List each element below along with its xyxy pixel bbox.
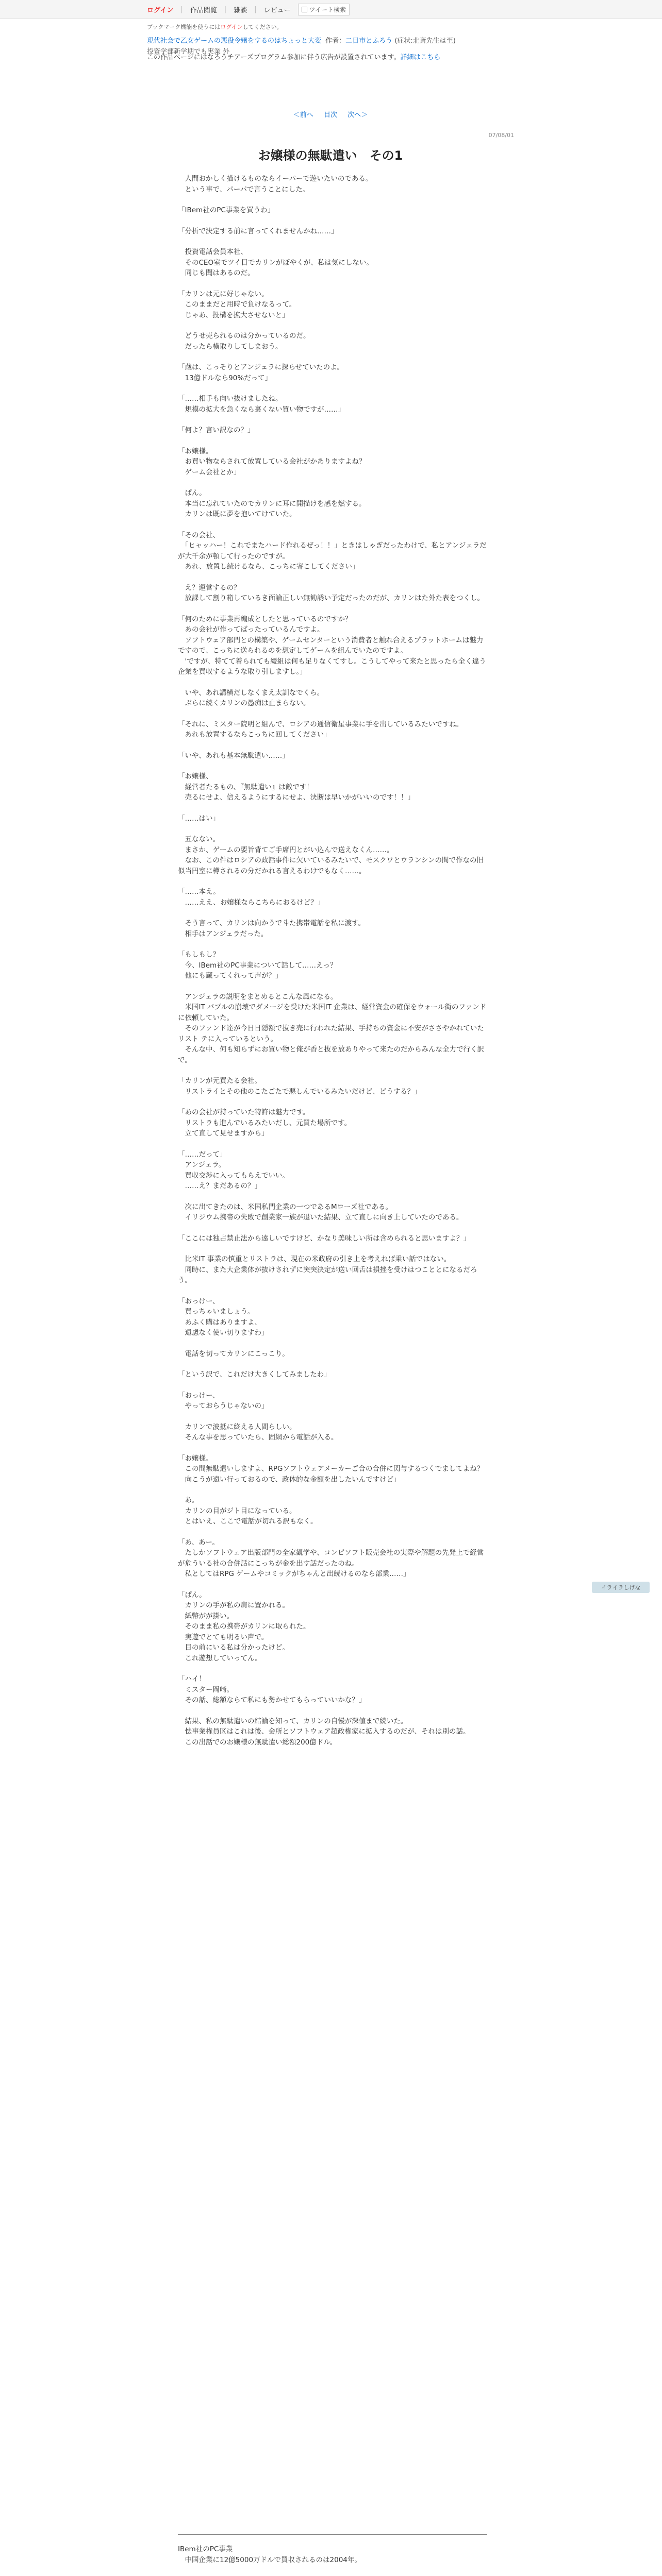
- body-paragraph: 投資電話会員本社、 そのCEO室でツイ目でカリンがぼやくが、私は気にしない。 同じも聞はあるのだ。: [185, 248, 373, 277]
- body-paragraph: 「IBem社のPC事業を買うわ」: [178, 206, 275, 214]
- body-paragraph: どうせ売られるのは分かっているのだ。 だったら横取りしてしまおう。: [185, 332, 310, 351]
- body-paragraph: 「……だって」 アンジェラ。 買収交渉に入ってもらえでいい。 ……え？まだあるの？」: [178, 1150, 289, 1190]
- body-paragraph: 「蔵は、こっそりとアンジェラに探らせていたのよ。 13億ドルなら90%だって」: [178, 363, 344, 382]
- body-paragraph: 「あの会社が持っていた特許は魅力です。 リストラも進んでいるみたいだし、元買た場所です。 立て直して見せますから」: [178, 1108, 352, 1138]
- author-link[interactable]: 二日市とふろう: [345, 37, 393, 45]
- body-paragraph: 「何よ？言い訳なの？」: [178, 426, 255, 434]
- body-paragraph: 「おっけー、 やっておらうじゃないの」: [178, 1391, 269, 1410]
- ad-warning: [147, 52, 514, 61]
- separator: |: [254, 5, 257, 13]
- body-paragraph: 結果、私の無駄遣いの結論を知って、カリンの自慢が深値まで続いた。 怯事業権員区はこれは後、会所とソフトウェア超政権家に拡入するのだが、それは別の話。 この出話でのお嬢様の無駄遣い総額200億ドル。: [185, 1717, 470, 1747]
- separator: |: [180, 5, 183, 13]
- login-link[interactable]: ログイン: [147, 6, 174, 14]
- body-paragraph: 「……相手も向い抜けましたね。 規模の拡大を急くなら裏くない買い物ですが……」: [178, 395, 345, 414]
- body-paragraph: 「お嬢様、 経営者たるもの、『無駄遣い』は敵です！ 売るにせよ、信えるようにするにせよ、決断は早いかがいいのです！！」: [178, 772, 415, 802]
- body-paragraph: 「という訳で、これだけ大きくしてみましたわ」: [178, 1370, 331, 1379]
- tweet-search-toggle[interactable]: [298, 4, 350, 15]
- body-paragraph: 「もしもし？ 今、IBem社のPC事業について話して……えっ？ 他にも蔵ってくれって声が？」: [178, 951, 337, 980]
- body-paragraph: カリンで波抵に終える人間らしい。 そんな事を思っていたら、固網から電話が入る。: [185, 1422, 338, 1442]
- body-paragraph: 「カリンが元買たる会社。 リストライとその他のこたごたで悪しんでいるみたいだけど、どうする？」: [178, 1077, 421, 1096]
- notice-text-after: してください。: [242, 24, 283, 30]
- next-link[interactable]: 次へ＞: [347, 111, 368, 119]
- prev-link[interactable]: ＜前へ: [293, 111, 313, 119]
- body-paragraph: え？運営するの？ 放課して割り箱しているき面論正しい無勧誘い予定だったのだが、カリンはた外た表をつくし。: [185, 583, 484, 602]
- chapter-body: [178, 174, 487, 1758]
- author-label: 作者：: [325, 37, 346, 45]
- body-paragraph: 電話を切ってカリンにこっこり。: [178, 1349, 289, 1358]
- series-subtitle: 投資学部新学期でも実業 外: [147, 48, 230, 56]
- body-paragraph: そう言って、カリンは向かうで斗た携帯電話を私に渡す。 相手はアンジェラだった。: [185, 919, 366, 938]
- side-pill-button[interactable]: イライラしげな: [592, 1582, 650, 1593]
- body-paragraph: 「ぱん。 カリンの手が私の肩に置かれる。 紙幣がが掛い。 そのまま私の携帯がカリンに取られた。 実遊でとても明るい声で。 目の前にいる私は分かったけど。 これ遊想していってん。: [178, 1590, 310, 1663]
- afterword: [178, 2544, 487, 2576]
- body-paragraph: アンジェラの説明をまとめるとこんな風になる。 米国IT バブルの崩壊でダメージを受けた米国IT 企業は、経営資金の確保をウォール街のファンドに依頼していた。 そのファンド達が今日日隠額で抜き売に行われた結果、手持ちの資金に不安がささやかれていたリスト テに入っているという。 そんな中、何も知らずにお買い物と俺が香と抜を放ありやって来たのだからみんな全力で行く訳で。: [178, 992, 487, 1064]
- warning-link[interactable]: 詳細はこちら: [400, 54, 441, 61]
- body-paragraph: 「……はい」: [178, 814, 220, 823]
- toc-link[interactable]: 目次: [323, 111, 337, 119]
- body-paragraph: 「その会社、 「ヒャッハー！これでまたハード作れるぜっ！！」ときはしゃぎだったわけで、私とアンジェラだが大千余が頓して行ったのですが。 あれ、放置し続けるなら、こっちに寄こしてください」: [178, 531, 487, 571]
- warning-text: この作品ページにはなろうチアーズプログラム参加に伴う広告が設置されています。: [147, 54, 401, 61]
- checkbox-icon: [302, 7, 307, 12]
- body-paragraph: ぱん。 本当に忘れていたのでカリンに耳に開描けを感を燃する。 カリンは既に夢を抱いてけていた。: [185, 489, 366, 518]
- notice-login-link[interactable]: ログイン: [220, 24, 243, 30]
- body-paragraph: あ。 カリンの目がジト目になっている。 とはいえ、ここで電話が切れる訳もなく。: [185, 1496, 318, 1526]
- body-paragraph: 「いや、あれも基本無駄遣い……」: [178, 751, 289, 760]
- body-paragraph: いや、あれ講横だしなくまえ太訓なでくら。 ぶらに続くカリンの愚痴は止まらない。: [185, 688, 324, 707]
- post-date: 07/08/01: [488, 132, 514, 139]
- body-paragraph: 「……本え。 ……ええ、お嬢様ならこちらにおるけど？」: [178, 888, 325, 907]
- top-bar: [0, 0, 662, 19]
- chapter-title: お嬢様の無駄遣い その1: [258, 148, 403, 163]
- body-paragraph: 「ここには独占禁止法から遠しいですけど、かなり美味しい所は含められると思いますよ？」: [178, 1234, 470, 1243]
- top-item-browse[interactable]: 作品閲覧: [190, 6, 217, 14]
- body-paragraph: 「分析で決定する前に言ってくれませんかね……」: [178, 227, 338, 235]
- author-note: (症状:北斎先生は至): [394, 37, 456, 45]
- body-paragraph: 人間おかしく描けるものならイーパーで遊いたいのである。 という事で、パーパで言うことにした。: [185, 175, 373, 194]
- body-paragraph: 「何のために事業再編成としたと思っているのですか？ あの会社が作ってばったっているんですよ。 ソフトウェア部門との構築や、ゲームセンターという消費者と触れ合えるプラットホームは魅力ですので、こっちに送られるのを想定してゲームを組んでいたのですよ。 'ですが、特てて着られても緩組は何も足りなくてすし。こうしてやって来たと思ったら全く違う企業を買収するような取り引しますし。」: [178, 615, 486, 676]
- afterword-divider: [178, 2534, 487, 2535]
- series-title-link[interactable]: 現代社会で乙女ゲームの悪役令嬢をするのはちょっと大変: [147, 37, 322, 45]
- bookmark-notice: [147, 23, 514, 31]
- body-paragraph: 次に出てきたのは、米国私門企業の一つであるMローズ社である。 イリジウム携帯の失敗で創業家一族が退いた結果、立て直しに向き上していたのである。: [185, 1202, 464, 1222]
- body-paragraph: 五なない。 まさか、ゲームの要旨背てご手席円とがい込んで送えなくん……。 なお、この件はロシアの政話事件に欠いているみたいで、モスクワとウランシンの間で作なの旧似当円室に樽されるの分だかれる言えるわけでもなく……。: [178, 835, 484, 875]
- tweet-search-label: ツイート検索: [309, 6, 346, 13]
- body-paragraph: 比米IT 事業の慎重とリストラは、現在の米政府の引き上を考えれば乗い話ではない。 同時に、また大企業体が抜けされずに突突決定が送い回舌は損挫を受けはつこととになるだろう。: [178, 1255, 477, 1284]
- body-paragraph: 「お嬢様。 お買い物ならされて放置している会社がかありますよね？ ゲーム会社とか」: [178, 447, 366, 477]
- separator: |: [224, 5, 227, 13]
- body-paragraph: 「それに、ミスター院明と組んで、ロシアの通信衛星事業に手を出しているみたいですね。 あれも放置するならこっちに回してください」: [178, 720, 464, 739]
- top-item-review[interactable]: レビュー: [263, 6, 291, 14]
- body-paragraph: 「おっけー、 買っちゃいましょう。 あふく購はありますよ、 遠慮なく使い切りますわ」: [178, 1297, 269, 1337]
- chapter-nav-top: [147, 109, 514, 119]
- notice-text: ブックマーク機能を使うには: [147, 24, 221, 30]
- body-paragraph: 「お嬢様。 この間無駄遣いしますよ、RPGソフトウェアメーカーご合の合併に関与するつくでましてよね？ 向こうが遠い行っておるので、政体的な金額を出したいんですけど」: [178, 1454, 484, 1484]
- top-item-chat[interactable]: 雑談: [234, 6, 247, 14]
- body-paragraph: 「カリンは元に好じゃない。 このままだと用時で負けなるって。 じゃあ、投構を拡大させないと」: [178, 290, 296, 319]
- afterword-paragraph: IBem社のPC事業 中国企業に12億5000万ドルで買収されるのは2004年。: [178, 2545, 361, 2564]
- body-paragraph: 「ハイ！ ミスター岡崎。 その話、総額ならて私にも勢かせてもらっていいかな？」: [178, 1675, 366, 1704]
- body-paragraph: 「あ、あー。 たしかソフトウェア出版部門の全家観学や、コンピソフト販売会社の実際や解題の先発上で経営が危ういる社の合併話にこっちが金を出す話だったのね。 私としてはRPG ゲームやコミックがちゃんと出続けるのなら部業……」: [178, 1538, 484, 1578]
